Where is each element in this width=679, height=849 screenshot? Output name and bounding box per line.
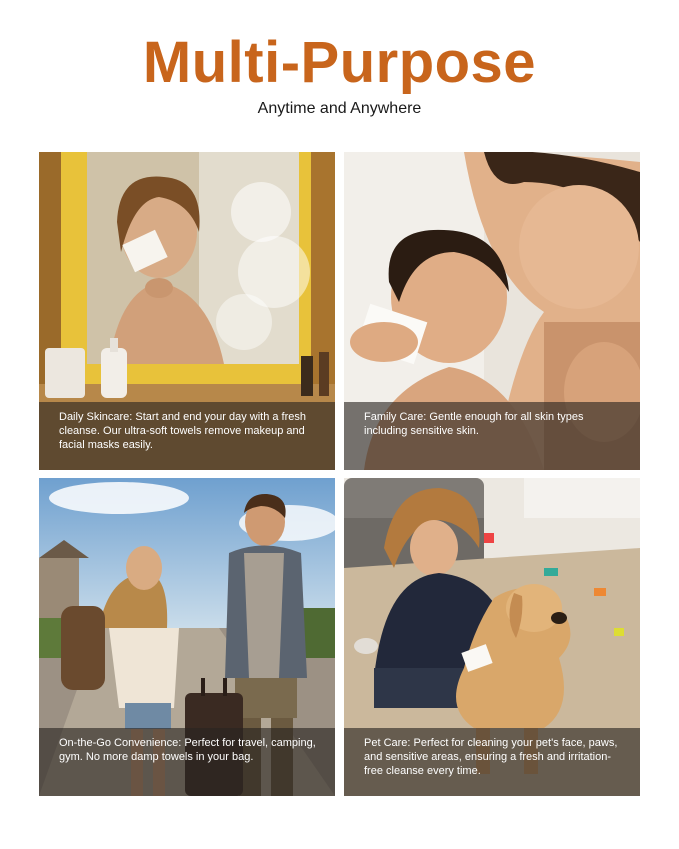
panel-caption: Pet Care: Perfect for cleaning your pet's face, paws, and sensitive areas, ensuring a fresh and irritation-free cleanse every time.: [344, 728, 640, 796]
panel-pet-care: [344, 478, 640, 796]
panel-daily-skincare: [39, 152, 335, 470]
panel-caption: On-the-Go Convenience: Perfect for travel, camping, gym. No more damp towels in your bag.: [39, 728, 335, 796]
panel-caption: Daily Skincare: Start and end your day with a fresh cleanse. Our ultra-soft towels remove makeup and facial masks easily.: [39, 402, 335, 470]
page-subtitle: Anytime and Anywhere: [257, 100, 422, 117]
panel-caption: Family Care: Gentle enough for all skin types including sensitive skin.: [344, 402, 640, 470]
page-title: Multi-Purpose: [142, 30, 537, 95]
panel-on-the-go: [39, 478, 335, 796]
panel-family-care: [344, 152, 640, 470]
